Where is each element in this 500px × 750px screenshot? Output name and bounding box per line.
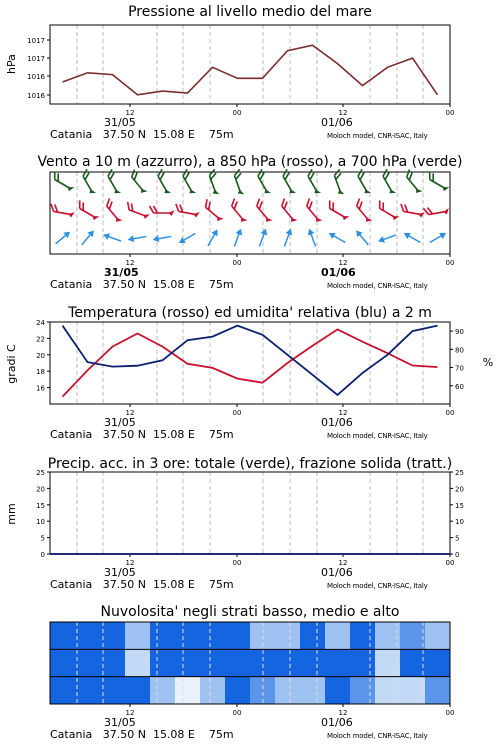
precip-y-tick-label: 0 <box>40 551 45 559</box>
precip-right-y-tick-label: 10 <box>455 518 464 527</box>
wind-700-barb <box>378 169 399 196</box>
wind-700-barb <box>78 169 99 196</box>
wind-10m-arrow <box>377 232 397 245</box>
wind-10m-arrow <box>205 228 221 248</box>
cloud-cell <box>150 649 175 676</box>
wind-x-tick-label: 00 <box>232 259 242 267</box>
date-label: 31/05 <box>104 716 136 729</box>
wind-x-tick-label: 12 <box>125 259 135 267</box>
precip-right-y-tick-label: 20 <box>455 485 464 494</box>
date-label: 31/05 <box>104 116 136 129</box>
station-info: Catania 37.50 N 15.08 E 75m <box>50 428 234 441</box>
cloud-cell <box>50 677 75 704</box>
cloud-cell <box>75 677 100 704</box>
pressure-x-tick-label: 00 <box>232 109 242 117</box>
wind-frame <box>50 172 450 254</box>
cloud-cell <box>200 649 225 676</box>
date-label: 31/05 <box>104 416 136 429</box>
cloud-cell <box>75 622 100 649</box>
wind-chart-title: Vento a 10 m (azzurro), a 850 hPa (rosso), a 700 hPa (verde) <box>37 154 463 170</box>
wind-850-barb <box>325 200 352 221</box>
cloud-cell <box>175 677 200 704</box>
precip-y-axis-label: mm <box>5 503 18 525</box>
cloud-cell <box>350 649 375 676</box>
temp-y-tick-label: 24 <box>36 319 45 327</box>
humidity-series-line <box>63 326 438 395</box>
cloud-cell <box>200 622 225 649</box>
temp-y-axis-label: gradi C <box>5 344 18 384</box>
wind-850-barb <box>277 199 301 225</box>
cloud-cell <box>225 649 250 676</box>
cloud-x-tick-label: 00 <box>445 709 455 717</box>
cloud-cell <box>100 677 125 704</box>
rh-y-tick-label: 80 <box>455 346 464 355</box>
precip-x-tick-label: 00 <box>445 559 455 567</box>
wind-10m-arrow <box>353 228 371 247</box>
cloud-cell <box>350 622 375 649</box>
wind-x-tick-label: 00 <box>445 259 455 267</box>
cloud-x-tick-label: 12 <box>338 709 348 717</box>
wind-10m-arrow <box>53 229 72 247</box>
wind-850-barb <box>423 204 449 218</box>
cloud-cell <box>425 622 450 649</box>
pressure-x-tick-label: 00 <box>445 109 455 117</box>
pressure-series-line <box>63 45 438 95</box>
wind-850-barb <box>252 199 276 225</box>
wind-850-barb <box>201 199 227 223</box>
wind-700-barb <box>253 169 274 196</box>
cloud-cell <box>425 677 450 704</box>
pressure-x-tick-label: 12 <box>338 109 348 117</box>
cloud-cell <box>325 677 350 704</box>
precip-frame <box>50 472 450 554</box>
station-info: Catania 37.50 N 15.08 E 75m <box>50 278 234 291</box>
rh-y-axis-label: % <box>482 356 494 369</box>
station-info: Catania 37.50 N 15.08 E 75m <box>50 128 234 141</box>
cloud-cell <box>325 649 350 676</box>
date-label: 01/06 <box>321 566 353 579</box>
precip-y-tick-label: 15 <box>36 501 45 510</box>
wind-700-barb <box>205 169 223 196</box>
wind-10m-arrow <box>177 230 197 246</box>
precip-y-tick-label: 5 <box>40 534 45 543</box>
pressure-y-tick-label: 1016 <box>27 73 45 81</box>
wind-850-barb <box>49 204 75 218</box>
precip-x-tick-label: 12 <box>338 559 348 567</box>
cloud-cell <box>300 649 325 676</box>
temp-y-tick-label: 16 <box>36 384 45 393</box>
wind-850-barb <box>352 199 376 225</box>
cloud-cell <box>425 649 450 676</box>
pressure-y-tick-label: 1017 <box>27 37 45 45</box>
wind-700-barb <box>353 169 374 196</box>
cloud-cell <box>125 649 150 676</box>
wind-700-barb <box>303 169 324 196</box>
cloud-x-tick-label: 00 <box>232 709 242 717</box>
precip-right-y-tick-label: 15 <box>455 501 464 510</box>
temp-rh-chart-title: Temperatura (rosso) ed umidita' relativa (blu) a 2 m <box>68 305 432 321</box>
date-label: 01/06 <box>321 266 356 279</box>
precip-right-y-tick-label: 25 <box>455 469 464 477</box>
cloud-cell <box>225 677 250 704</box>
cloud-cell <box>125 622 150 649</box>
pressure-y-tick-label: 1017 <box>27 55 45 63</box>
date-label: 31/05 <box>104 266 139 279</box>
wind-850-barb <box>302 199 326 225</box>
temp-rh-x-tick-label: 12 <box>125 409 135 417</box>
cloud-cell <box>300 622 325 649</box>
temp-rh-x-tick-label: 00 <box>232 409 242 417</box>
cloud-cell <box>175 622 200 649</box>
cloud-cell <box>200 677 225 704</box>
cloud-cell <box>125 677 150 704</box>
wind-850-barb <box>227 199 251 225</box>
cloud-cell <box>225 622 250 649</box>
cloud-cell <box>400 677 425 704</box>
date-label: 01/06 <box>321 116 353 129</box>
precip-right-y-tick-label: 0 <box>455 551 460 559</box>
wind-850-barb <box>399 204 425 218</box>
wind-700-barb <box>103 169 124 196</box>
rh-y-tick-label: 60 <box>455 382 464 391</box>
cloud-cell <box>400 649 425 676</box>
wind-700-barb <box>50 171 77 192</box>
date-label: 31/05 <box>104 566 136 579</box>
wind-850-barb <box>174 204 200 218</box>
wind-850-barb <box>150 206 175 216</box>
precip-x-tick-label: 12 <box>125 559 135 567</box>
wind-700-barb <box>127 170 151 196</box>
model-credit: Moloch model, CNR-ISAC, Italy <box>327 282 428 290</box>
wind-700-barb <box>425 171 452 192</box>
cloud-cell <box>350 677 375 704</box>
precip-right-y-tick-label: 5 <box>455 534 460 543</box>
temp-y-tick-label: 20 <box>36 351 45 360</box>
wind-700-barb <box>278 169 299 196</box>
cloud-cell <box>275 649 300 676</box>
cloud-cell <box>300 677 325 704</box>
station-info: Catania 37.50 N 15.08 E 75m <box>50 728 234 741</box>
temp-rh-x-tick-label: 12 <box>338 409 348 417</box>
wind-700-barb <box>178 169 199 196</box>
cloud-cell <box>175 649 200 676</box>
cloud-cell <box>325 622 350 649</box>
precip-x-tick-label: 00 <box>232 559 242 567</box>
precip-chart-title: Precip. acc. in 3 ore: totale (verde), frazione solida (tratt.) <box>47 456 453 472</box>
wind-10m-arrow <box>327 230 347 246</box>
cloud-cell <box>400 622 425 649</box>
precip-y-tick-label: 25 <box>36 469 45 477</box>
cloud-cell <box>50 649 75 676</box>
pressure-x-tick-label: 12 <box>125 109 135 117</box>
temp-y-tick-label: 22 <box>36 335 45 344</box>
cloud-cell <box>100 622 125 649</box>
wind-10m-arrow <box>152 233 172 243</box>
pressure-chart-title: Pressione al livello medio del mare <box>128 4 372 20</box>
date-label: 01/06 <box>321 416 353 429</box>
pressure-y-axis-label: hPa <box>5 54 18 74</box>
wind-10m-arrow <box>127 233 147 243</box>
cloud-cell <box>50 622 75 649</box>
cloud-cell <box>275 677 300 704</box>
wind-700-barb <box>402 170 426 196</box>
rh-y-tick-label: 90 <box>455 328 464 337</box>
wind-10m-arrow <box>402 230 422 246</box>
rh-y-tick-label: 70 <box>455 364 464 373</box>
wind-10m-arrow <box>428 230 448 246</box>
cloud-chart-title: Nuvolosita' negli strati basso, medio e alto <box>100 604 400 620</box>
wind-850-barb <box>75 200 102 221</box>
wind-10m-arrow <box>231 227 244 247</box>
cloud-cell <box>100 649 125 676</box>
date-label: 01/06 <box>321 716 353 729</box>
model-credit: Moloch model, CNR-ISAC, Italy <box>327 732 428 740</box>
cloud-cell <box>275 622 300 649</box>
precip-y-tick-label: 20 <box>36 485 45 494</box>
temp-y-tick-label: 18 <box>36 368 45 377</box>
wind-x-tick-label: 12 <box>338 259 348 267</box>
temperature-series-line <box>63 329 438 396</box>
wind-700-barb <box>230 169 248 196</box>
model-credit: Moloch model, CNR-ISAC, Italy <box>327 432 428 440</box>
cloud-cell <box>150 622 175 649</box>
wind-10m-arrow <box>102 231 122 244</box>
cloud-x-tick-label: 12 <box>125 709 135 717</box>
temp-rh-frame <box>50 322 450 404</box>
model-credit: Moloch model, CNR-ISAC, Italy <box>327 132 428 140</box>
cloud-cell <box>150 677 175 704</box>
pressure-y-tick-label: 1016 <box>27 92 45 100</box>
cloud-cell <box>75 649 100 676</box>
model-credit: Moloch model, CNR-ISAC, Italy <box>327 582 428 590</box>
temp-rh-x-tick-label: 00 <box>445 409 455 417</box>
precip-y-tick-label: 10 <box>36 518 45 527</box>
wind-850-barb <box>124 202 151 220</box>
wind-10m-arrow <box>79 228 97 247</box>
wind-10m-arrow <box>281 227 294 247</box>
wind-700-barb <box>330 169 348 196</box>
wind-850-barb <box>102 199 126 225</box>
pressure-frame <box>50 25 450 104</box>
station-info: Catania 37.50 N 15.08 E 75m <box>50 578 234 591</box>
